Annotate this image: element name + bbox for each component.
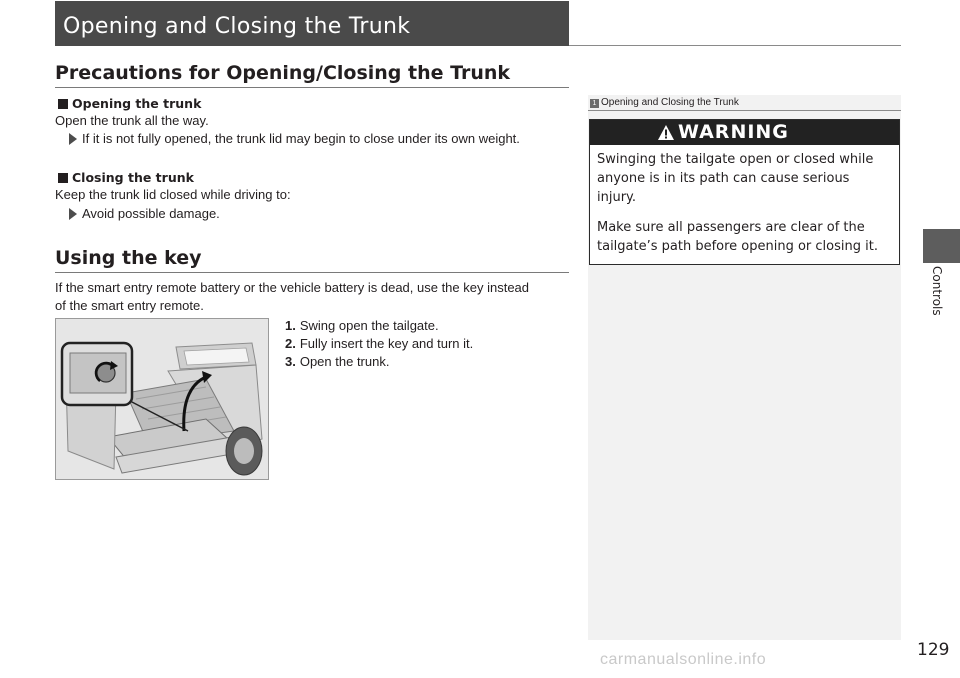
arrow-right-icon [69,133,77,145]
chapter-tab-label: Controls [930,266,944,316]
step-number: 3. [285,354,296,369]
note-text: Avoid possible damage. [82,206,220,221]
trunk-illustration [55,318,269,480]
opening-text: Open the trunk all the way. [55,113,209,128]
sidebar-heading [590,97,739,108]
warning-line: tailgate’s path before opening or closing it. [597,239,878,254]
note-text: If it is not fully opened, the trunk lid may begin to close under its own weight. [82,131,520,146]
chapter-title: Opening and Closing the Trunk [63,14,411,39]
intro-line-2: of the smart entry remote. [55,298,204,313]
closing-note [69,206,220,221]
warning-triangle-icon [657,124,675,141]
page-number: 129 [917,640,950,660]
step-number: 2. [285,336,296,351]
step-text: Swing open the tailgate. [299,318,439,333]
warning-line: injury. [597,190,637,205]
step-text: Open the trunk. [299,354,390,369]
subheading-closing [58,170,194,185]
step-1 [285,318,439,333]
section-title-using-key: Using the key [55,247,202,269]
warning-label: WARNING [678,121,789,143]
subheading-text: Opening the trunk [72,96,202,111]
step-2 [285,336,473,351]
reference-number-icon: 1 [590,99,599,108]
warning-line: Swinging the tailgate open or closed while [597,152,874,167]
subheading-opening [58,96,201,111]
closing-text: Keep the trunk lid closed while driving to: [55,187,291,202]
watermark: carmanualsonline.info [600,651,767,668]
header-rule [569,45,901,46]
sidebar-heading-text: Opening and Closing the Trunk [601,97,739,108]
warning-line: anyone is in its path can cause serious [597,171,850,186]
sidebar-rule [588,110,901,111]
step-text: Fully insert the key and turn it. [299,336,474,351]
step-3 [285,354,389,369]
chapter-tab-label-wrap [918,262,948,322]
square-bullet-icon [58,99,68,109]
section-rule [55,272,569,273]
chapter-tab[interactable] [923,229,960,263]
step-number: 1. [285,318,296,333]
arrow-right-icon [69,208,77,220]
subheading-text: Closing the trunk [72,170,194,185]
opening-note [69,131,520,146]
truck-bed-drawing [56,319,269,480]
section-rule [55,87,569,88]
section-title-precautions: Precautions for Opening/Closing the Trunk [55,62,511,84]
warning-line: Make sure all passengers are clear of the [597,220,865,235]
square-bullet-icon [58,173,68,183]
intro-line-1: If the smart entry remote battery or the vehicle battery is dead, use the key instead [55,280,530,295]
